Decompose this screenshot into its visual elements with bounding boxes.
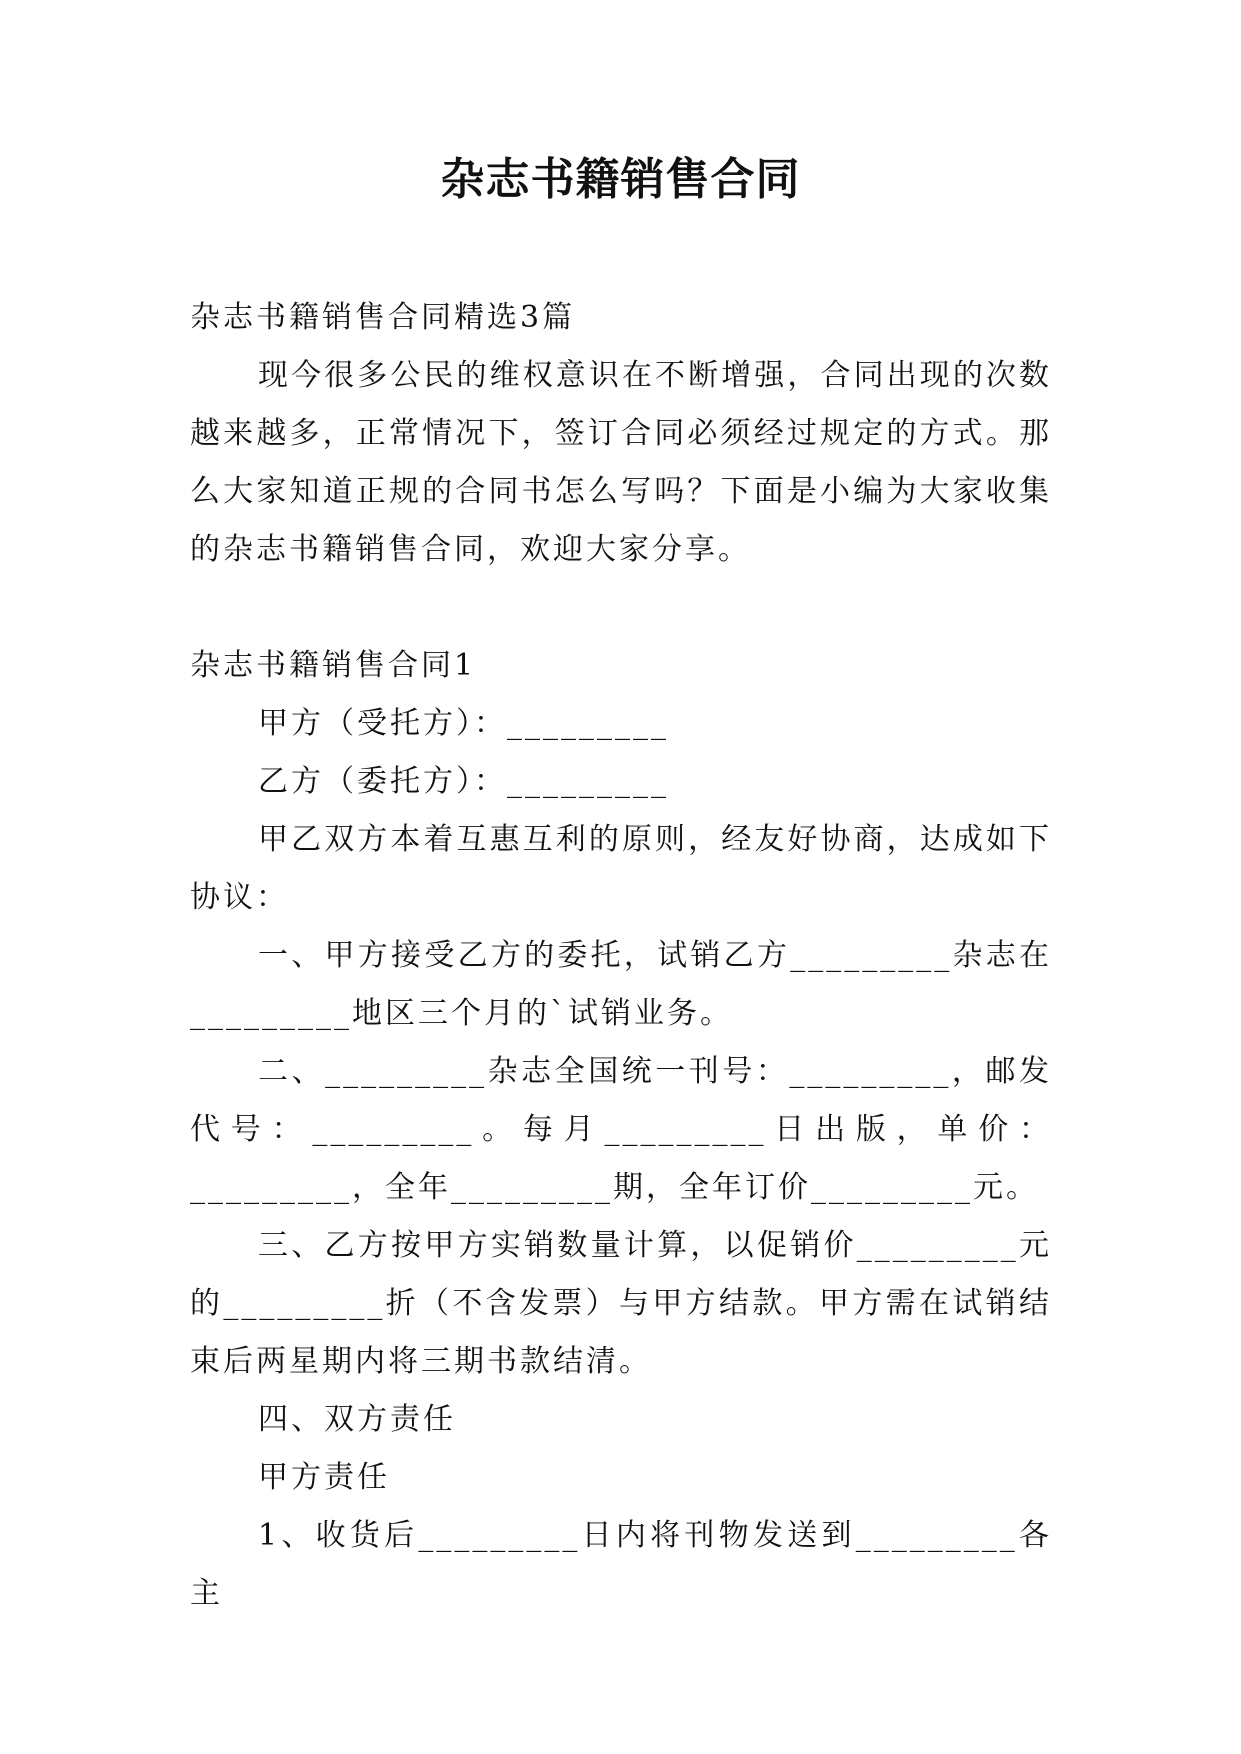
subtitle-line: 杂志书籍销售合同精选3篇	[190, 300, 576, 335]
intro-paragraph: 现今很多公民的维权意识在不断增强，合同出现的次数越来越多，正常情况下，签订合同必须经过规定的方式。那么大家知道正规的合同书怎么写吗？下面是小编为大家收集的杂志书籍销售合同，欢迎大家分享。	[190, 358, 1052, 567]
clause-3: 三、乙方按甲方实销数量计算，以促销价_________元的_________折（不含发票）与甲方结款。甲方需在试销结束后两星期内将三期书款结清。	[190, 1228, 1052, 1379]
section-heading: 杂志书籍销售合同1	[190, 648, 477, 683]
clause-1: 一、甲方接受乙方的委托，试销乙方_________杂志在_________地区三个月的`试销业务。	[190, 938, 1052, 1031]
document-title: 杂志书籍销售合同	[440, 154, 801, 205]
party-a-line: 甲方（受托方）：_________	[258, 706, 669, 741]
clause-2: 二、_________杂志全国统一刊号：_________，邮发代号：_________。每月_________日出版，单价：_________，全年_________期，全年订价_________元。	[190, 1054, 1052, 1205]
party-a-duties-heading: 甲方责任	[258, 1460, 390, 1495]
duty-item-1: 1、收货后_________日内将刊物发送到_________各主	[190, 1518, 1052, 1611]
party-b-line: 乙方（委托方）：_________	[258, 764, 669, 799]
agreement-preamble: 甲乙双方本着互惠互利的原则，经友好协商，达成如下协议：	[190, 822, 1052, 915]
document-body	[190, 289, 1052, 1623]
clause-4-heading: 四、双方责任	[258, 1402, 456, 1437]
